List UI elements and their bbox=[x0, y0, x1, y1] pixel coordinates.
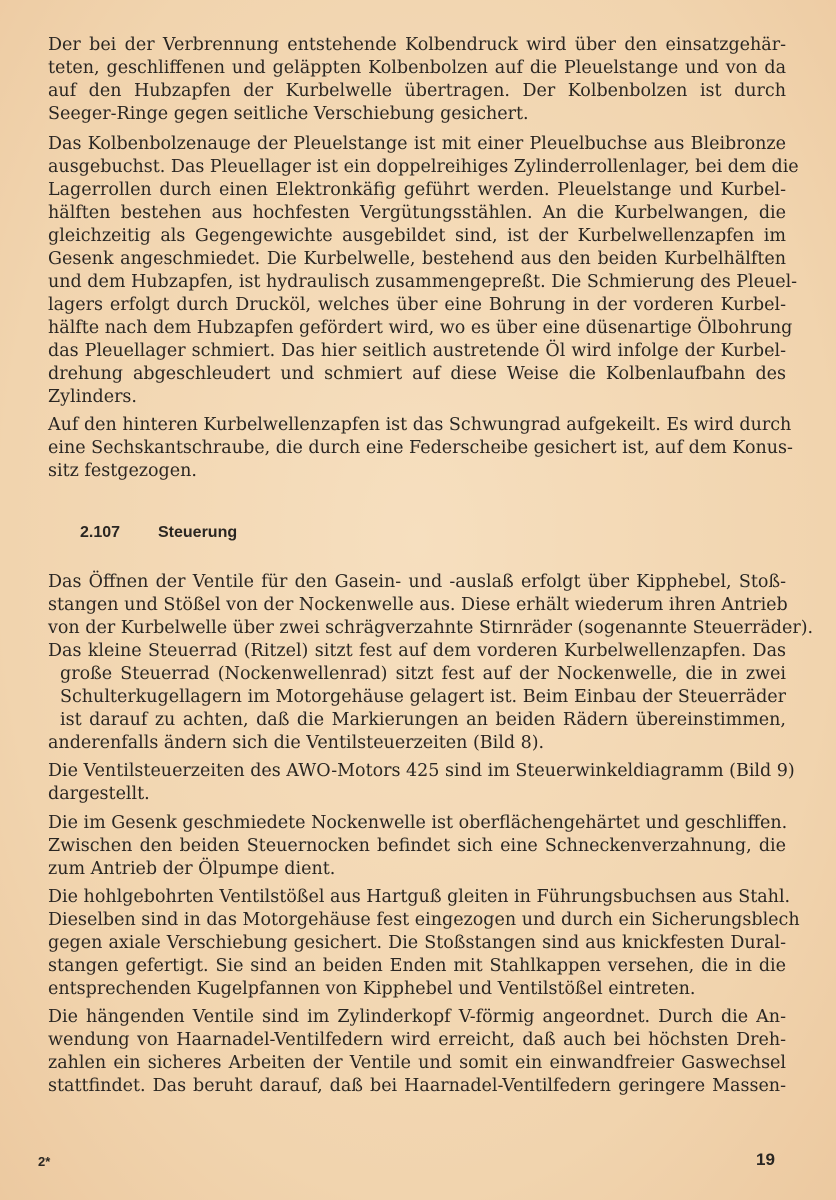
text-line: anderenfalls ändern sich die Ventilsteuerzeiten (Bild 8). bbox=[48, 733, 545, 753]
text-line: hälfte nach dem Hubzapfen gefördert wird, wo es über eine düsenartige Ölbohrung bbox=[48, 318, 793, 338]
text-line: und dem Hubzapfen, ist hydraulisch zusammengepreßt. Die Schmierung des Pleuel- bbox=[48, 272, 798, 292]
text-line: stangen und Stößel von der Nockenwelle aus. Diese erhält wiederum ihren Antrieb bbox=[48, 595, 788, 615]
text-line: hälften bestehen aus hochfesten Vergütungsstählen. An die Kurbelwangen, die bbox=[48, 203, 786, 223]
text-line: Die hohlgebohrten Ventilstößel aus Hartguß gleiten in Führungsbuchsen aus Stahl. bbox=[48, 887, 791, 907]
text-line: Die im Gesenk geschmiedete Nockenwelle ist oberflächengehärtet und geschliffen. bbox=[48, 813, 788, 833]
text-line: gleichzeitig als Gegengewichte ausgebildet sind, ist der Kurbelwellenzapfen im bbox=[48, 226, 786, 246]
text-line: Das Öffnen der Ventile für den Gasein- und -auslaß erfolgt über Kipphebel, Stoß- bbox=[48, 572, 786, 592]
text-line: entsprechenden Kugelpfannen von Kipphebel und Ventilstößel eintreten. bbox=[48, 979, 696, 999]
text-line: lagers erfolgt durch Drucköl, welches über eine Bohrung in der vorderen Kurbel- bbox=[48, 295, 786, 315]
text-line: Zwischen den beiden Steuernocken befindet sich eine Schneckenverzahnung, die bbox=[48, 836, 786, 856]
text-line: ausgebuchst. Das Pleuellager ist ein doppelreihiges Zylinderrollenlager, bei dem die bbox=[48, 157, 799, 177]
text-line: von der Kurbelwelle über zwei schrägverzahnte Stirnräder (sogenannte Steuerräder). bbox=[48, 618, 814, 638]
text-line: zum Antrieb der Ölpumpe dient. bbox=[48, 859, 336, 879]
text-line: Lagerrollen durch einen Elektronkäfig geführt werden. Pleuelstange und Kurbel- bbox=[48, 180, 786, 200]
text-line: stangen gefertigt. Sie sind an beiden Enden mit Stahlkappen versehen, die in die bbox=[48, 956, 786, 976]
page-number: 19 bbox=[756, 1150, 775, 1169]
text-line: zahlen ein sicheres Arbeiten der Ventile und somit ein einwandfreier Gaswechsel bbox=[48, 1053, 786, 1073]
section-title: Steuerung bbox=[158, 524, 238, 541]
text-line: das Pleuellager schmiert. Das hier seitlich austretende Öl wird infolge der Kurbel- bbox=[48, 341, 786, 361]
section-number: 2.107 bbox=[80, 524, 121, 541]
text-line: sitz festgezogen. bbox=[48, 461, 197, 481]
text-line: Der bei der Verbrennung entstehende Kolbendruck wird über den einsatzgehär- bbox=[48, 35, 786, 55]
text-line: Die Ventilsteuerzeiten des AWO-Motors 425 sind im Steuerwinkeldiagramm (Bild 9) bbox=[48, 761, 795, 781]
text-line: ist darauf zu achten, daß die Markierungen an beiden Rädern übereinstimmen, bbox=[60, 710, 786, 730]
text-line: Schulterkugellagern im Motorgehäuse gelagert ist. Beim Einbau der Steuerräder bbox=[60, 687, 786, 707]
text-line: teten, geschliffenen und geläppten Kolbenbolzen auf die Pleuelstange und von da bbox=[48, 58, 786, 78]
text-line: Seeger-Ringe gegen seitliche Verschiebung gesichert. bbox=[48, 104, 529, 124]
text-line: stattfindet. Das beruht darauf, daß bei Haarnadel-Ventilfedern geringere Massen- bbox=[48, 1076, 786, 1096]
text-line: auf den Hubzapfen der Kurbelwelle übertragen. Der Kolbenbolzen ist durch bbox=[48, 81, 786, 101]
text-line: dargestellt. bbox=[48, 784, 150, 804]
text-line: große Steuerrad (Nockenwellenrad) sitzt fest auf der Nockenwelle, die in zwei bbox=[60, 664, 786, 684]
text-line: Dieselben sind in das Motorgehäuse fest eingezogen und durch ein Sicherungsblech bbox=[48, 910, 800, 930]
text-line: Die hängenden Ventile sind im Zylinderkopf V-förmig angeordnet. Durch die An- bbox=[48, 1007, 786, 1027]
text-line: Das kleine Steuerrad (Ritzel) sitzt fest auf dem vorderen Kurbelwellenzapfen. Das bbox=[48, 641, 786, 661]
signature-mark: 2* bbox=[38, 1154, 51, 1169]
text-line: Zylinders. bbox=[48, 387, 137, 407]
text-line: eine Sechskantschraube, die durch eine Federscheibe gesichert ist, auf dem Konus- bbox=[48, 438, 793, 458]
text-line: wendung von Haarnadel-Ventilfedern wird erreicht, daß auch bei höchsten Dreh- bbox=[48, 1030, 786, 1050]
text-line: Auf den hinteren Kurbelwellenzapfen ist das Schwungrad aufgekeilt. Es wird durch bbox=[48, 415, 792, 435]
text-line: Das Kolbenbolzenauge der Pleuelstange ist mit einer Pleuelbuchse aus Bleibronze bbox=[48, 134, 786, 154]
text-line: drehung abgeschleudert und schmiert auf diese Weise die Kolbenlaufbahn des bbox=[48, 364, 786, 384]
text-line: Gesenk angeschmiedet. Die Kurbelwelle, bestehend aus den beiden Kurbelhälften bbox=[48, 249, 786, 269]
text-line: gegen axiale Verschiebung gesichert. Die Stoßstangen sind aus knickfesten Dural- bbox=[48, 933, 786, 953]
